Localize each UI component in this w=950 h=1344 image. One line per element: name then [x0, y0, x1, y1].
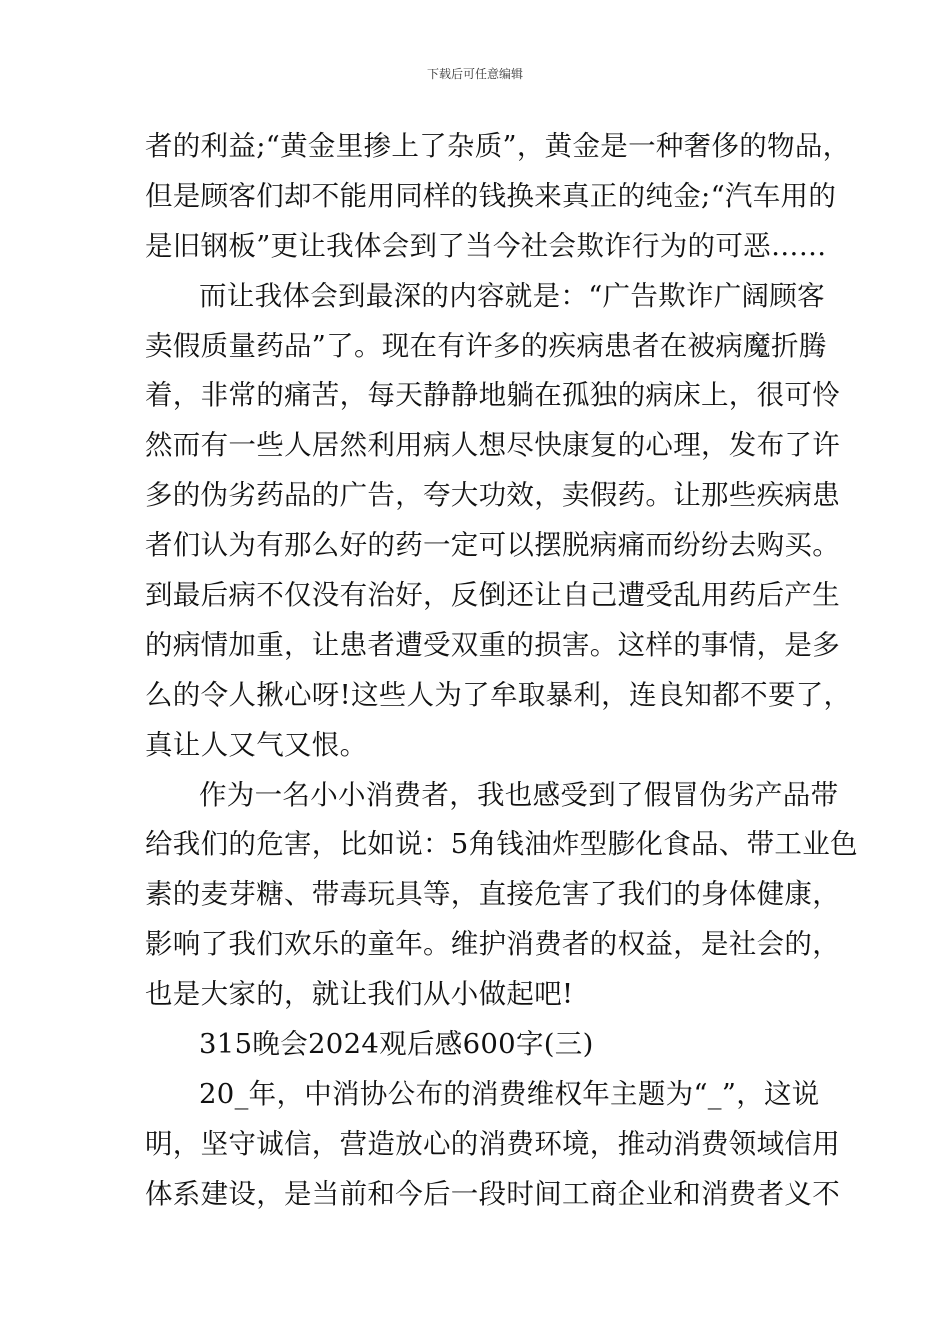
- text-line: 着，非常的痛苦，每天静静地躺在孤独的病床上，很可怜: [145, 379, 840, 412]
- text-line: 也是大家的，就让我们从小做起吧!: [145, 978, 574, 1011]
- text-line: 者的利益;“黄金里掺上了杂质”，黄金是一种奢侈的物品，: [145, 130, 851, 162]
- text-line: 影响了我们欢乐的童年。维护消费者的权益，是社会的，: [145, 928, 840, 961]
- text-line: 到最后病不仅没有治好，反倒还让自己遭受乱用药后产生: [145, 579, 840, 612]
- text-line: 明，坚守诚信，营造放心的消费环境，推动消费领域信用: [145, 1127, 840, 1160]
- section-title: 315晚会2024观后感600字(三): [199, 1028, 594, 1061]
- text-line: 者们认为有那么好的药一定可以摆脱病痛而纷纷去购买。: [145, 529, 840, 562]
- text-line: 体系建设，是当前和今后一段时间工商企业和消费者义不: [145, 1177, 840, 1210]
- text-line: 的病情加重，让患者遭受双重的损害。这样的事情，是多: [145, 628, 840, 661]
- text-line: 但是顾客们却不能用同样的钱换来真正的纯金;“汽车用的: [145, 179, 837, 212]
- text-line: 给我们的危害，比如说：5角钱油炸型膨化食品、带工业色: [145, 828, 858, 861]
- text-line: 真让人又气又恨。: [145, 728, 368, 761]
- text-line: 么的令人揪心呀!这些人为了牟取暴利，连良知都不要了，: [145, 678, 852, 711]
- text-line: 素的麦芽糖、带毒玩具等，直接危害了我们的身体健康，: [145, 878, 840, 911]
- text-line: 而让我体会到最深的内容就是：“广告欺诈广阔顾客: [199, 279, 825, 312]
- text-line: 卖假质量药品”了。现在有许多的疾病患者在被病魔折腾: [145, 329, 827, 362]
- text-line: 多的伪劣药品的广告，夸大功效，卖假药。让那些疾病患: [145, 479, 840, 512]
- text-line: 然而有一些人居然利用病人想尽快康复的心理，发布了许: [145, 429, 840, 462]
- document-body: [145, 122, 858, 1220]
- text-line: 是旧钢板”更让我体会到了当今社会欺诈行为的可恶……: [145, 229, 827, 262]
- text-line: 20_年，中消协公布的消费维权年主题为“_”，这说: [199, 1077, 820, 1110]
- page-header: 下载后可任意编辑: [426, 67, 523, 81]
- text-line: 作为一名小小消费者，我也感受到了假冒伪劣产品带: [199, 778, 839, 811]
